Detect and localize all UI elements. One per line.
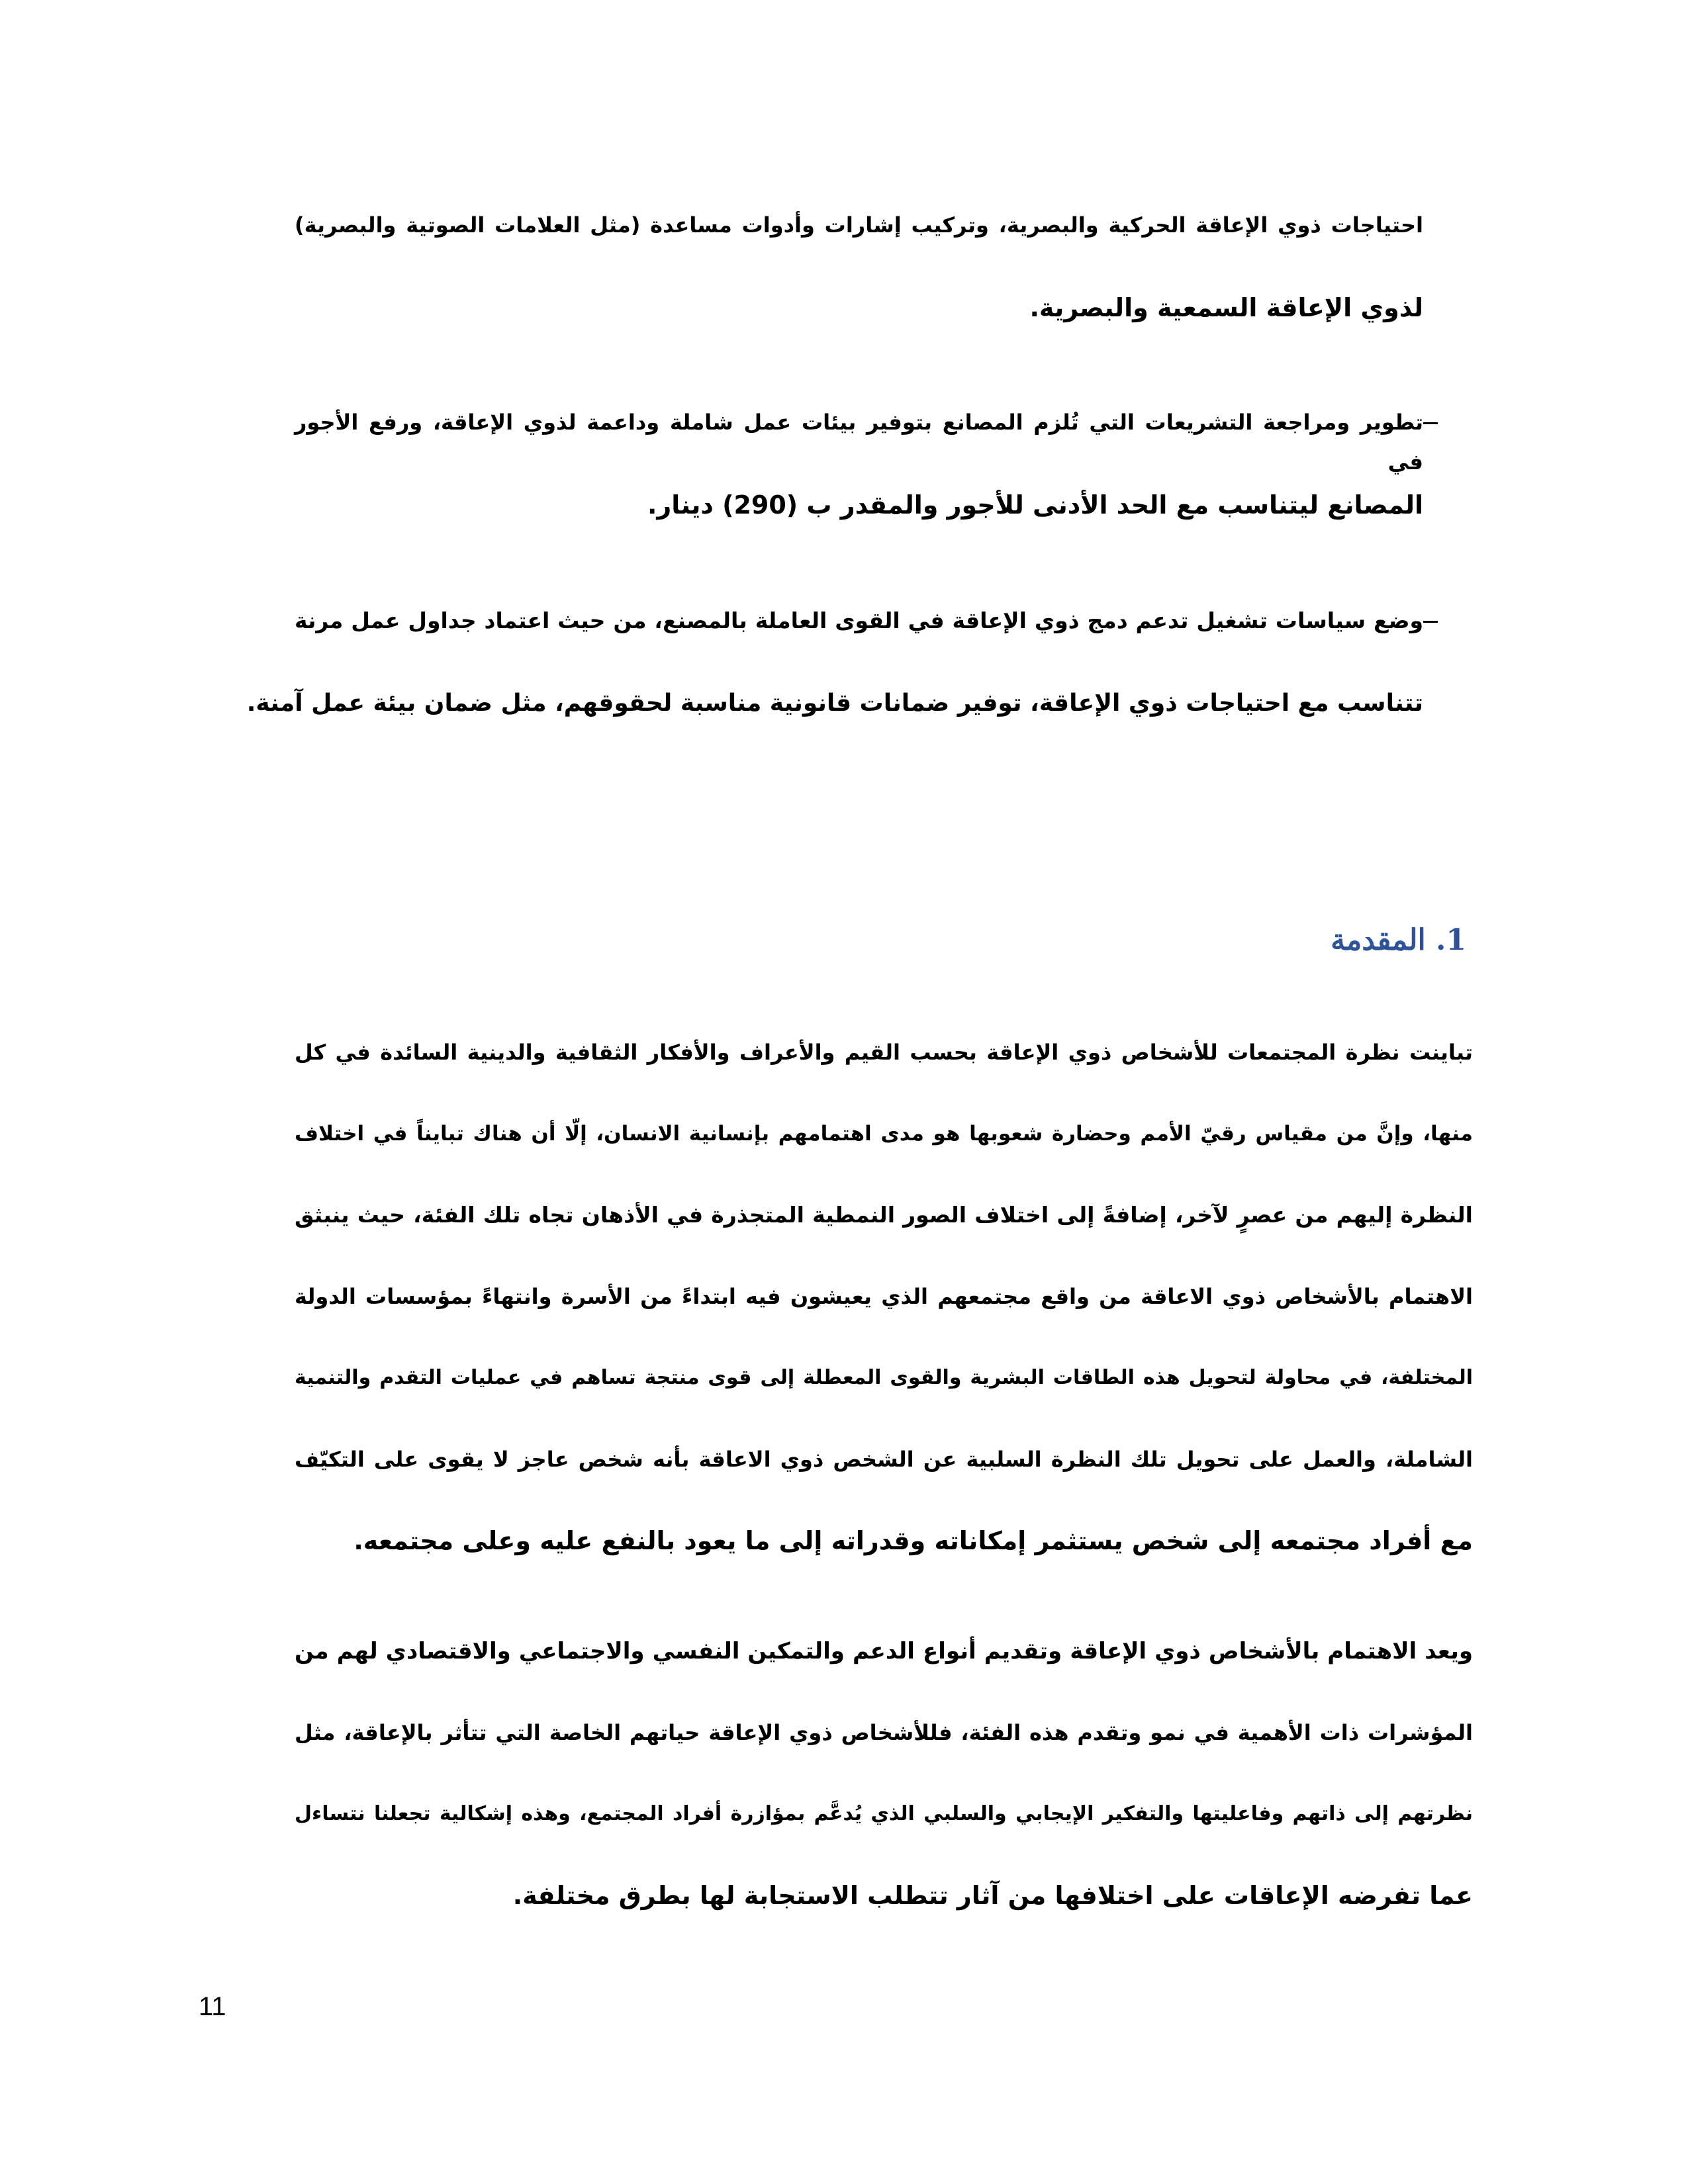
bullet-1-line-2: المصانع ليتناسب مع الحد الأدنى للأجور والمقدر ب (290) دينار. [647,490,1423,520]
paragraph-1-line-4: الاهتمام بالأشخاص ذوي الاعاقة من واقع مجتمعهم الذي يعيشون فيه ابتداءً من الأسرة وانتهاءً بمؤسسات الدولة [295,1284,1473,1309]
paragraph-2-line-2: المؤشرات ذات الأهمية في نمو وتقدم هذه الفئة، فللأشخاص ذوي الإعاقة حياتهم الخاصة التي تتأثر بالإعاقة، مثل [295,1720,1473,1745]
bullet-2-line-1: وضع سياسات تشغيل تدعم دمج ذوي الإعاقة في القوى العاملة بالمصنع، من حيث اعتماد جداول عمل مرنة [295,608,1423,633]
bullet-dash-1 [1423,422,1438,424]
paragraph-1-line-1: تباينت نظرة المجتمعات للأشخاص ذوي الإعاقة بحسب القيم والأعراف والأفكار الثقافية والدينية السائدة في كل [295,1040,1473,1065]
paragraph-2-line-3: نظرتهم إلى ذاتهم وفاعليتها والتفكير الإيجابي والسلبي الذي يُدعَّم بمؤازرة أفراد المجتمع، وهذه إشكالية تجعلنا نتساءل [295,1802,1473,1825]
paragraph-2-line-4: عما تفرضه الإعاقات على اختلافها من آثار تتطلب الاستجابة لها بطرق مختلفة. [512,1881,1473,1910]
section-number: 1. [1436,923,1466,957]
bullet-dash-2 [1423,621,1438,623]
paragraph-1-line-2: منها، وإنَّ من مقياس رقيّ الأمم وحضارة شعوبها هو مدى اهتمامهم بإنسانية الانسان، إلّا أن هناك تبايناً في اختلاف [295,1122,1473,1146]
bullet-2-line-2: تتناسب مع احتياجات ذوي الإعاقة، توفير ضمانات قانونية مناسبة لحقوقهم، مثل ضمان بيئة عمل آمنة. [246,690,1423,717]
bullet-1-line-1: تطوير ومراجعة التشريعات التي تُلزم المصانع بتوفير بيئات عمل شاملة وداعمة لذوي الإعاقة، ورفع الأجور في [295,410,1423,475]
continuation-line-1: احتياجات ذوي الإعاقة الحركية والبصرية، وتركيب إشارات وأدوات مساعدة (مثل العلامات الصوتية والبصرية) [295,212,1423,238]
page-number: 11 [199,1992,226,2021]
section-heading [1331,923,1466,957]
continuation-line-2: لذوي الإعاقة السمعية والبصرية. [1029,293,1423,322]
paragraph-1-line-3: النظرة إليهم من عصرٍ لآخر، إضافةً إلى اختلاف الصور النمطية المتجذرة في الأذهان تجاه تلك الفئة، حيث ينبثق [295,1202,1473,1228]
section-title: المقدمة [1331,923,1426,957]
paragraph-1-line-6: الشاملة، والعمل على تحويل تلك النظرة السلبية عن الشخص ذوي الاعاقة بأنه شخص عاجز لا يقوى على التكيّف [295,1447,1473,1472]
paragraph-1-line-7: مع أفراد مجتمعه إلى شخص يستثمر إمكاناته وقدراته إلى ما يعود بالنفع عليه وعلى مجتمعه. [353,1526,1473,1555]
paragraph-2-line-1: ويعد الاهتمام بالأشخاص ذوي الإعاقة وتقديم أنواع الدعم والتمكين النفسي والاجتماعي والاقتصادي لهم من [295,1638,1473,1664]
paragraph-1-line-5: المختلفة، في محاولة لتحويل هذه الطاقات البشرية والقوى المعطلة إلى قوى منتجة تساهم في عمليات التقدم والتنمية [295,1366,1473,1389]
